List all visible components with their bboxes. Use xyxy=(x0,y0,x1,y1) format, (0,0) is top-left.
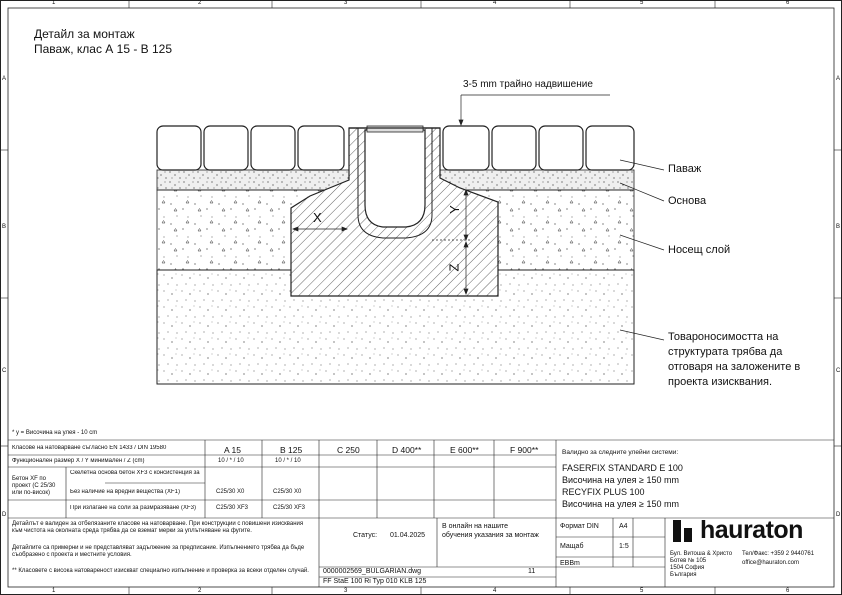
dim-y: Y xyxy=(446,205,462,214)
grid-col-2: 2 xyxy=(198,0,202,6)
class-a15: A 15 xyxy=(224,445,242,455)
scale-label: Мащаб xyxy=(560,543,584,550)
grid-row-c-right: C xyxy=(836,368,841,374)
description-line2: обучения указания за монтаж xyxy=(442,532,539,539)
hauraton-logo-icon xyxy=(672,519,696,543)
grid-row-d-right: D xyxy=(836,512,841,518)
class-e600: E 600** xyxy=(450,445,479,455)
row-label-dims: Функционален размер X / Y минимален / Z (cm) xyxy=(12,458,145,464)
grid-col-4-bottom: 4 xyxy=(493,588,497,594)
address-line2: Ботев № 105 xyxy=(670,558,707,564)
val-a15-x0: C25/30 X0 xyxy=(216,489,245,495)
grid-row-c: C xyxy=(2,368,7,374)
company-logo: hauraton xyxy=(700,516,803,544)
class-c250: C 250 xyxy=(337,445,360,455)
file-name: 0000002569_BULGARIAN.dwg xyxy=(323,568,422,575)
dim-z: Z xyxy=(446,263,462,272)
class-b125: B 125 xyxy=(280,445,303,455)
sheet-number: 11 xyxy=(528,568,536,575)
grid-col-5: 5 xyxy=(640,0,644,6)
valid-line-1: FASERFIX STANDARD E 100 xyxy=(562,463,683,473)
drawn-by: EBBm xyxy=(560,560,580,567)
grid-col-3-bottom: 3 xyxy=(344,588,348,594)
grid-col-1: 1 xyxy=(52,0,56,6)
scale-value: 1:5 xyxy=(619,543,629,550)
grid-row-d: D xyxy=(2,512,7,518)
grid-col-6: 6 xyxy=(786,0,790,6)
grid-row-b: B xyxy=(2,224,7,230)
soil-note-line3: отговаря на заложените в xyxy=(668,361,801,373)
soil-note-line2: структурата трябва да xyxy=(668,346,783,358)
valid-line-4: Височина на улея ≥ 150 mm xyxy=(562,499,679,509)
grid-col-2-bottom: 2 xyxy=(198,588,202,594)
grid-col-5-bottom: 5 xyxy=(640,588,644,594)
val-b125-xf3: C25/30 XF3 xyxy=(273,505,306,511)
description-line1: В онлайн на нашите xyxy=(442,523,509,530)
row-label-exposed: При излагане на соли за размразяване (XF3) xyxy=(70,505,196,511)
valid-line-2: Височина на улея ≥ 150 mm xyxy=(562,475,679,485)
label-bearing: Носещ слой xyxy=(668,244,731,256)
label-base: Основа xyxy=(668,195,707,207)
val-a15-dims: 10 / * / 10 xyxy=(218,458,244,464)
grid-row-b-right: B xyxy=(836,224,841,230)
grid-col-6-bottom: 6 xyxy=(786,588,790,594)
note-2: Детайлите са примерни и не представляват задължение за предписание. Изпълнението трябва да бъде съобразено с проекта и местните условия. xyxy=(12,545,305,558)
val-b125-x0: C25/30 X0 xyxy=(273,489,302,495)
format-value: A4 xyxy=(619,523,628,530)
note-3: ** Класовете с висока натовареност изискват специално изпълнение и проверка за всеки отделен случай. xyxy=(12,568,309,574)
recess-callout: 3-5 mm трайно надвишение xyxy=(463,79,593,90)
row-label-concrete: Бетон XF по проект (C 25/30 или по-висок) xyxy=(12,476,56,496)
soil-note-line4: проекта изисквания. xyxy=(668,376,773,388)
note-1: Детайлът е валиден за отбелязаните класове на натоварване. При конструкции с повишени изисквания към чистота на околната среда трябва да се вземат мерки за уплътняване на фугите. xyxy=(12,521,304,534)
label-paving: Паваж xyxy=(668,163,702,175)
valid-heading: Валидно за следните улейни системи: xyxy=(562,449,679,456)
row-label-normal: Без наличие на вредни вещества (XF1) xyxy=(70,489,180,495)
drawing-code: FF StaE 100 Ri Typ 010 KLB 125 xyxy=(323,578,427,585)
address-line4: България xyxy=(670,572,697,578)
load-table-header: Класове на натоварване съгласно EN 1433 / DIN 19580 xyxy=(12,445,167,451)
val-a15-xf3: C25/30 XF3 xyxy=(216,505,249,511)
grid-col-1-bottom: 1 xyxy=(52,588,56,594)
address-line3: 1504 София xyxy=(670,565,705,571)
class-f900: F 900** xyxy=(510,445,539,455)
val-b125-dims: 10 / * / 10 xyxy=(275,458,301,464)
company-email: office@hauraton.com xyxy=(742,560,800,566)
soil-note-line1: Товароносимостта на xyxy=(668,331,779,343)
format-label: Формат DIN xyxy=(560,523,599,530)
class-d400: D 400** xyxy=(392,445,422,455)
dim-x: X xyxy=(313,210,322,225)
grid-row-a-right: A xyxy=(836,76,841,82)
grid-col-4: 4 xyxy=(493,0,497,6)
status-label: Статус: xyxy=(353,532,378,539)
status-date: 01.04.2025 xyxy=(390,532,426,539)
address-line1: Бул. Витоша & Христо xyxy=(670,551,733,557)
grid-col-3: 3 xyxy=(344,0,348,6)
row-label-concrete-class: Скелетна основа бетон XF3 с консистенция за xyxy=(70,470,200,476)
grid-row-a: A xyxy=(2,76,7,82)
drawing-subtitle: Паваж, клас А 15 - В 125 xyxy=(34,42,173,56)
company-phone: Тел/Факс: +359 2 9440761 xyxy=(742,551,815,557)
drawing-title: Детайл за монтаж xyxy=(34,27,135,41)
valid-line-3: RECYFIX PLUS 100 xyxy=(562,487,645,497)
footnote: * y = Височина на улея - 10 cm xyxy=(12,430,98,436)
